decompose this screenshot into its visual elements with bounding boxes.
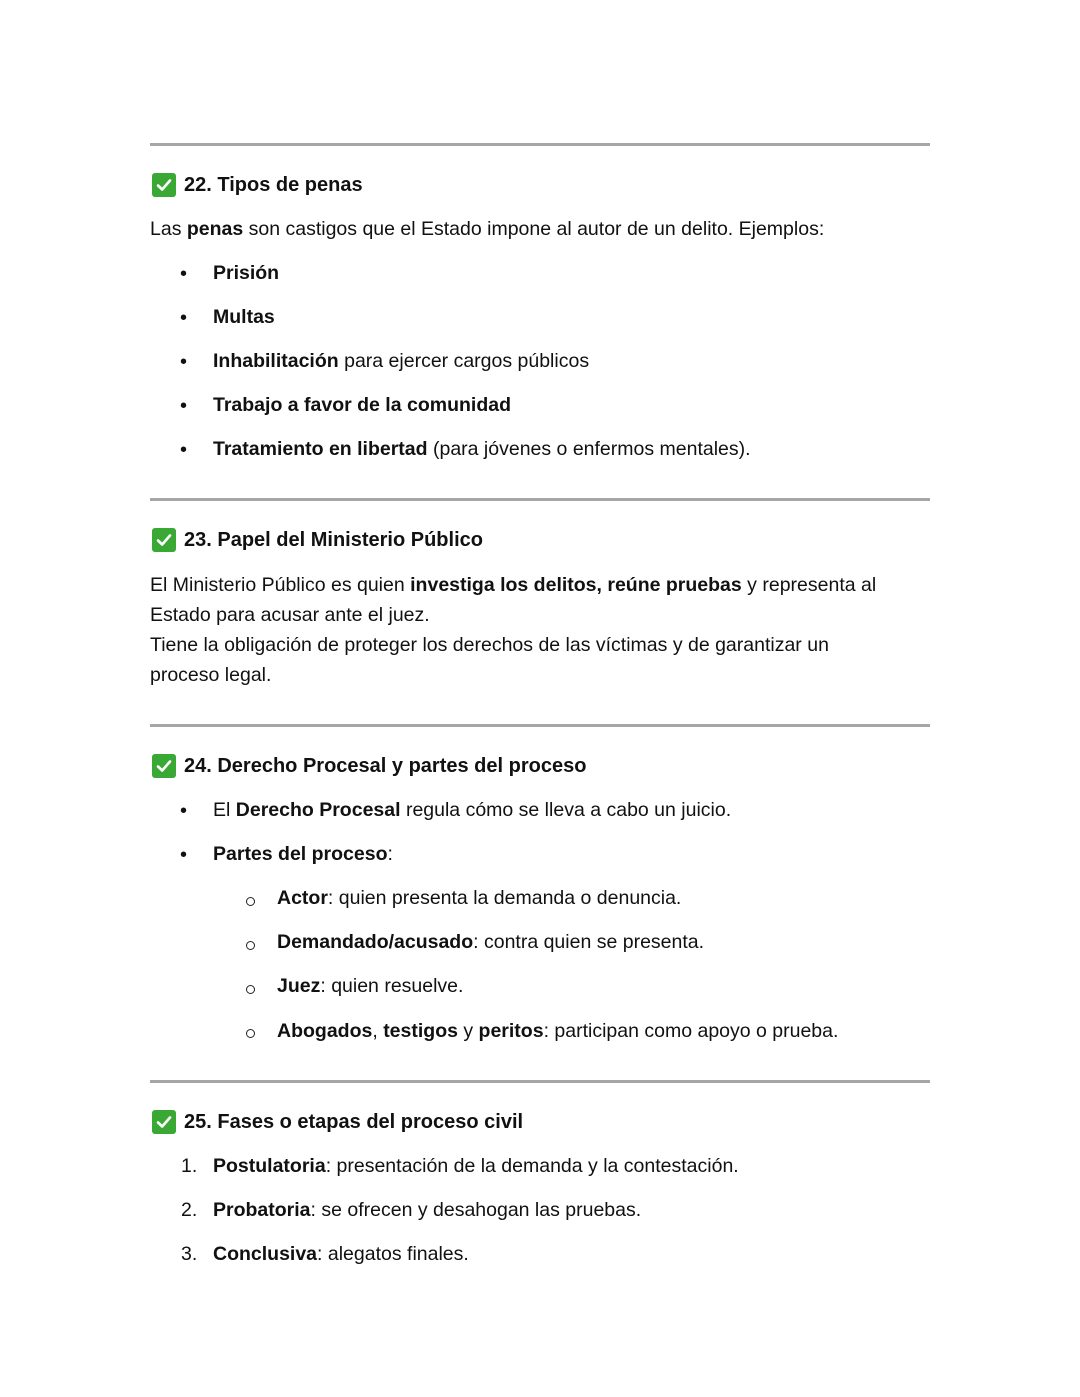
- paragraph: Las penas son castigos que el Estado impone al autor de un delito. Ejemplos:: [150, 218, 825, 240]
- bullet: •: [180, 395, 188, 417]
- sub-bullet: [246, 897, 255, 906]
- section-divider: [150, 1080, 930, 1083]
- list-item: Tratamiento en libertad (para jóvenes o enfermos mentales).: [213, 438, 751, 460]
- sub-bullet: [246, 1029, 255, 1038]
- bullet: •: [180, 844, 188, 866]
- bullet: •: [180, 263, 188, 285]
- section-title: 25. Fases o etapas del proceso civil: [184, 1110, 524, 1133]
- section-heading-23: [150, 526, 483, 554]
- ordered-list-item: Postulatoria: presentación de la demanda y la contestación.: [213, 1155, 739, 1177]
- sub-list-item: Demandado/acusado: contra quien se presenta.: [277, 931, 705, 953]
- bullet: •: [180, 439, 188, 461]
- section-heading-24: [150, 752, 586, 780]
- section-title: 24. Derecho Procesal y partes del proceso: [184, 754, 587, 777]
- sub-list-item: Juez: quien resuelve.: [277, 975, 464, 997]
- sub-bullet: [246, 941, 255, 950]
- list-number: 2.: [181, 1199, 198, 1221]
- check-mark-icon: [152, 528, 176, 552]
- check-mark-icon: [152, 1110, 176, 1134]
- sub-list-item: Abogados, testigos y peritos: participan como apoyo o prueba.: [277, 1020, 839, 1042]
- paragraph-line: Tiene la obligación de proteger los derechos de las víctimas y de garantizar un: [150, 634, 829, 656]
- section-divider: [150, 498, 930, 501]
- ordered-list-item: Probatoria: se ofrecen y desahogan las pruebas.: [213, 1199, 642, 1221]
- list-item: Trabajo a favor de la comunidad: [213, 394, 511, 416]
- section-heading-22: [150, 171, 363, 199]
- check-mark-icon: [152, 754, 176, 778]
- check-mark-icon: [152, 173, 176, 197]
- paragraph-line: El Ministerio Público es quien investiga los delitos, reúne pruebas y representa al: [150, 574, 877, 596]
- list-item: Prisión: [213, 262, 280, 284]
- bullet: •: [180, 351, 188, 373]
- list-number: 1.: [181, 1155, 198, 1177]
- section-title: 22. Tipos de penas: [184, 173, 363, 196]
- sub-bullet: [246, 985, 255, 994]
- bullet: •: [180, 307, 188, 329]
- section-divider: [150, 143, 930, 146]
- list-item: Inhabilitación para ejercer cargos públicos: [213, 350, 590, 372]
- list-item: Multas: [213, 306, 275, 328]
- paragraph-line: proceso legal.: [150, 664, 272, 686]
- list-item: Partes del proceso:: [213, 843, 393, 865]
- section-heading-25: [150, 1108, 523, 1136]
- sub-list-item: Actor: quien presenta la demanda o denuncia.: [277, 887, 682, 909]
- ordered-list-item: Conclusiva: alegatos finales.: [213, 1243, 469, 1265]
- bullet: •: [180, 800, 188, 822]
- section-title: 23. Papel del Ministerio Público: [184, 528, 483, 551]
- section-divider: [150, 724, 930, 727]
- paragraph-line: Estado para acusar ante el juez.: [150, 604, 430, 626]
- list-item: El Derecho Procesal regula cómo se lleva a cabo un juicio.: [213, 799, 732, 821]
- list-number: 3.: [181, 1243, 198, 1265]
